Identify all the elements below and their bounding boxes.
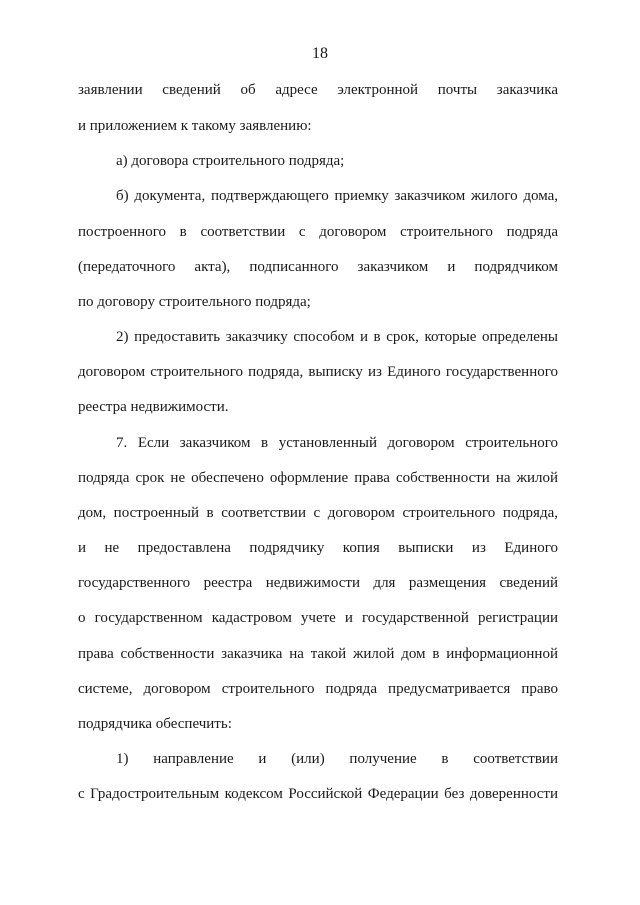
text-line: системе, договором строительного подряда предусматривается право	[78, 681, 558, 697]
text-line: б) документа, подтверждающего приемку заказчиком жилого дома,	[116, 188, 558, 204]
text-line: заявлении сведений об адресе электронной почты заказчика	[78, 82, 558, 98]
text-line: и не предоставлена подрядчику копия выписки из Единого	[78, 540, 558, 556]
text-line: государственного реестра недвижимости для размещения сведений	[78, 575, 558, 591]
text-line: 2) предоставить заказчику способом и в срок, которые определены	[116, 329, 558, 345]
text-line: 1) направление и (или) получение в соответствии	[116, 751, 558, 767]
text-line: права собственности заказчика на такой жилой дом в информационной	[78, 646, 558, 662]
text-line: с Градостроительным кодексом Российской Федерации без доверенности	[78, 786, 558, 802]
text-line: по договору строительного подряда;	[78, 294, 311, 310]
text-line: 7. Если заказчиком в установленный договором строительного	[116, 435, 558, 451]
page-number: 18	[312, 45, 328, 62]
text-line: подрядчика обеспечить:	[78, 716, 232, 732]
text-line: (передаточного акта), подписанного заказчиком и подрядчиком	[78, 259, 558, 275]
text-line: а) договора строительного подряда;	[116, 153, 345, 169]
text-line: построенного в соответствии с договором строительного подряда	[78, 224, 558, 240]
text-line: дом, построенный в соответствии с договором строительного подряда,	[78, 505, 558, 521]
text-line: реестра недвижимости.	[78, 399, 229, 415]
text-line: подряда срок не обеспечено оформление права собственности на жилой	[78, 470, 558, 486]
text-line: и приложением к такому заявлению:	[78, 118, 312, 134]
text-line: договором строительного подряда, выписку из Единого государственного	[78, 364, 558, 380]
text-line: о государственном кадастровом учете и государственной регистрации	[78, 610, 558, 626]
